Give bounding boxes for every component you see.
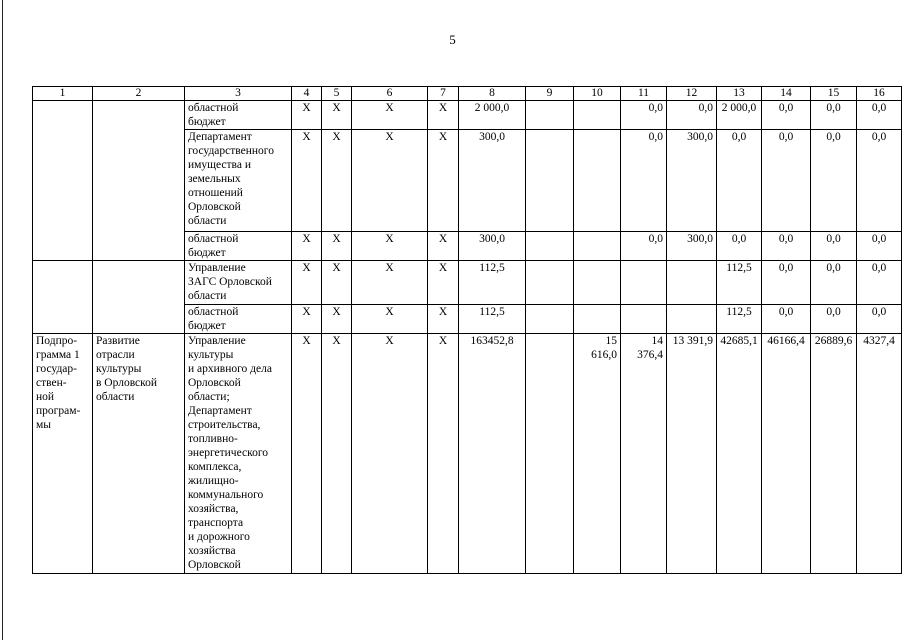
table-cell-col-16: 0,0 (857, 261, 902, 305)
table-cell-col-14: 0,0 (762, 305, 811, 334)
header-cell-8: 8 (459, 87, 526, 101)
header-cell-2: 2 (93, 87, 185, 101)
table-cell-col-11: 0,0 (621, 101, 667, 130)
header-cell-10: 10 (574, 87, 621, 101)
table-cell-col-16: 4327,4 (857, 334, 902, 574)
table-cell-col-8: 300,0 (459, 130, 526, 232)
table-cell-col-4: X (292, 334, 322, 574)
table-cell-col-6: X (352, 261, 428, 305)
table-cell-col-13: 0,0 (717, 232, 762, 261)
table-cell-col-11: 0,0 (621, 232, 667, 261)
table-cell-col-2 (93, 261, 185, 334)
table-cell-col-12: 0,0 (667, 101, 717, 130)
table-cell-col-16: 0,0 (857, 232, 902, 261)
header-cell-9: 9 (526, 87, 574, 101)
table-cell-col-7: X (428, 261, 459, 305)
header-cell-11: 11 (621, 87, 667, 101)
table-cell-col-3: областной бюджет (185, 101, 292, 130)
table-cell-col-15: 0,0 (811, 305, 857, 334)
table-cell-col-12: 300,0 (667, 130, 717, 232)
budget-table (32, 86, 902, 574)
table-cell-col-13: 2 000,0 (717, 101, 762, 130)
table-cell-col-13: 0,0 (717, 130, 762, 232)
table-cell-col-3: Управление культуры и архивного дела Орловской области; Департамент строительства, топливно- энергетического комплекса, жилищно- коммунального хозяйства, транспорта и дорожного хозяйства Орловской (185, 334, 292, 574)
page-edge-rule (2, 0, 3, 640)
table-cell-col-4: X (292, 101, 322, 130)
header-cell-13: 13 (717, 87, 762, 101)
table-cell-col-14: 0,0 (762, 130, 811, 232)
table-cell-col-5: X (322, 334, 352, 574)
header-cell-5: 5 (322, 87, 352, 101)
page-number: 5 (449, 32, 456, 47)
table-cell-col-16: 0,0 (857, 101, 902, 130)
table-cell-col-14: 0,0 (762, 101, 811, 130)
table-cell-col-10 (574, 305, 621, 334)
table-cell-col-9 (526, 305, 574, 334)
table-cell-col-7: X (428, 101, 459, 130)
table-cell-col-8: 163452,8 (459, 334, 526, 574)
table-cell-col-11: 14 376,4 (621, 334, 667, 574)
table-cell-col-12: 13 391,9 (667, 334, 717, 574)
header-cell-7: 7 (428, 87, 459, 101)
table-cell-col-7: X (428, 232, 459, 261)
header-cell-3: 3 (185, 87, 292, 101)
table-cell-col-6: X (352, 305, 428, 334)
table-cell-col-13: 112,5 (717, 305, 762, 334)
table-cell-col-2 (93, 101, 185, 261)
table-cell-col-15: 0,0 (811, 261, 857, 305)
table-cell-col-4: X (292, 232, 322, 261)
table-cell-col-8: 112,5 (459, 261, 526, 305)
header-cell-1: 1 (33, 87, 93, 101)
table-cell-col-11: 0,0 (621, 130, 667, 232)
table-cell-col-15: 0,0 (811, 101, 857, 130)
table-cell-col-8: 112,5 (459, 305, 526, 334)
table-cell-col-1 (33, 261, 93, 334)
table-cell-col-13: 42685,1 (717, 334, 762, 574)
table-cell-col-4: X (292, 261, 322, 305)
table-cell-col-1: Подпро- грамма 1 государ- ствен- ной програм- мы (33, 334, 93, 574)
column-number-header-row (33, 87, 902, 101)
table-cell-col-7: X (428, 305, 459, 334)
table-row (33, 334, 902, 574)
table-cell-col-8: 2 000,0 (459, 101, 526, 130)
table-cell-col-3: областной бюджет (185, 305, 292, 334)
table-cell-col-10 (574, 130, 621, 232)
table-row (33, 101, 902, 130)
table-cell-col-12 (667, 261, 717, 305)
table-cell-col-5: X (322, 130, 352, 232)
table-cell-col-3: областной бюджет (185, 232, 292, 261)
table-cell-col-3: Департамент государственного имущества и земельных отношений Орловской области (185, 130, 292, 232)
header-cell-14: 14 (762, 87, 811, 101)
table-cell-col-8: 300,0 (459, 232, 526, 261)
table-cell-col-5: X (322, 101, 352, 130)
header-cell-16: 16 (857, 87, 902, 101)
table-cell-col-5: X (322, 232, 352, 261)
table-cell-col-15: 0,0 (811, 232, 857, 261)
table-cell-col-16: 0,0 (857, 305, 902, 334)
table-cell-col-12 (667, 305, 717, 334)
table-cell-col-15: 26889,6 (811, 334, 857, 574)
table-cell-col-14: 0,0 (762, 232, 811, 261)
table-cell-col-9 (526, 232, 574, 261)
table-cell-col-3: Управление ЗАГС Орловской области (185, 261, 292, 305)
table-cell-col-9 (526, 101, 574, 130)
table-cell-col-12: 300,0 (667, 232, 717, 261)
header-cell-4: 4 (292, 87, 322, 101)
table-cell-col-6: X (352, 101, 428, 130)
table-cell-col-13: 112,5 (717, 261, 762, 305)
table-cell-col-9 (526, 130, 574, 232)
table-cell-col-4: X (292, 130, 322, 232)
header-cell-12: 12 (667, 87, 717, 101)
table-cell-col-9 (526, 261, 574, 305)
table-cell-col-1 (33, 101, 93, 261)
table-cell-col-7: X (428, 130, 459, 232)
table-cell-col-10 (574, 101, 621, 130)
table-cell-col-15: 0,0 (811, 130, 857, 232)
table-cell-col-7: X (428, 334, 459, 574)
table-cell-col-9 (526, 334, 574, 574)
table-cell-col-11 (621, 305, 667, 334)
table-cell-col-2: Развитие отрасли культуры в Орловской области (93, 334, 185, 574)
table-cell-col-14: 0,0 (762, 261, 811, 305)
table-cell-col-6: X (352, 232, 428, 261)
table-cell-col-6: X (352, 334, 428, 574)
table-cell-col-10: 15 616,0 (574, 334, 621, 574)
table-cell-col-14: 46166,4 (762, 334, 811, 574)
header-cell-6: 6 (352, 87, 428, 101)
table-cell-col-16: 0,0 (857, 130, 902, 232)
table-cell-col-11 (621, 261, 667, 305)
table-cell-col-5: X (322, 305, 352, 334)
table-cell-col-5: X (322, 261, 352, 305)
table-cell-col-4: X (292, 305, 322, 334)
table-cell-col-6: X (352, 130, 428, 232)
header-cell-15: 15 (811, 87, 857, 101)
table-row (33, 261, 902, 305)
table-cell-col-10 (574, 232, 621, 261)
table-cell-col-10 (574, 261, 621, 305)
